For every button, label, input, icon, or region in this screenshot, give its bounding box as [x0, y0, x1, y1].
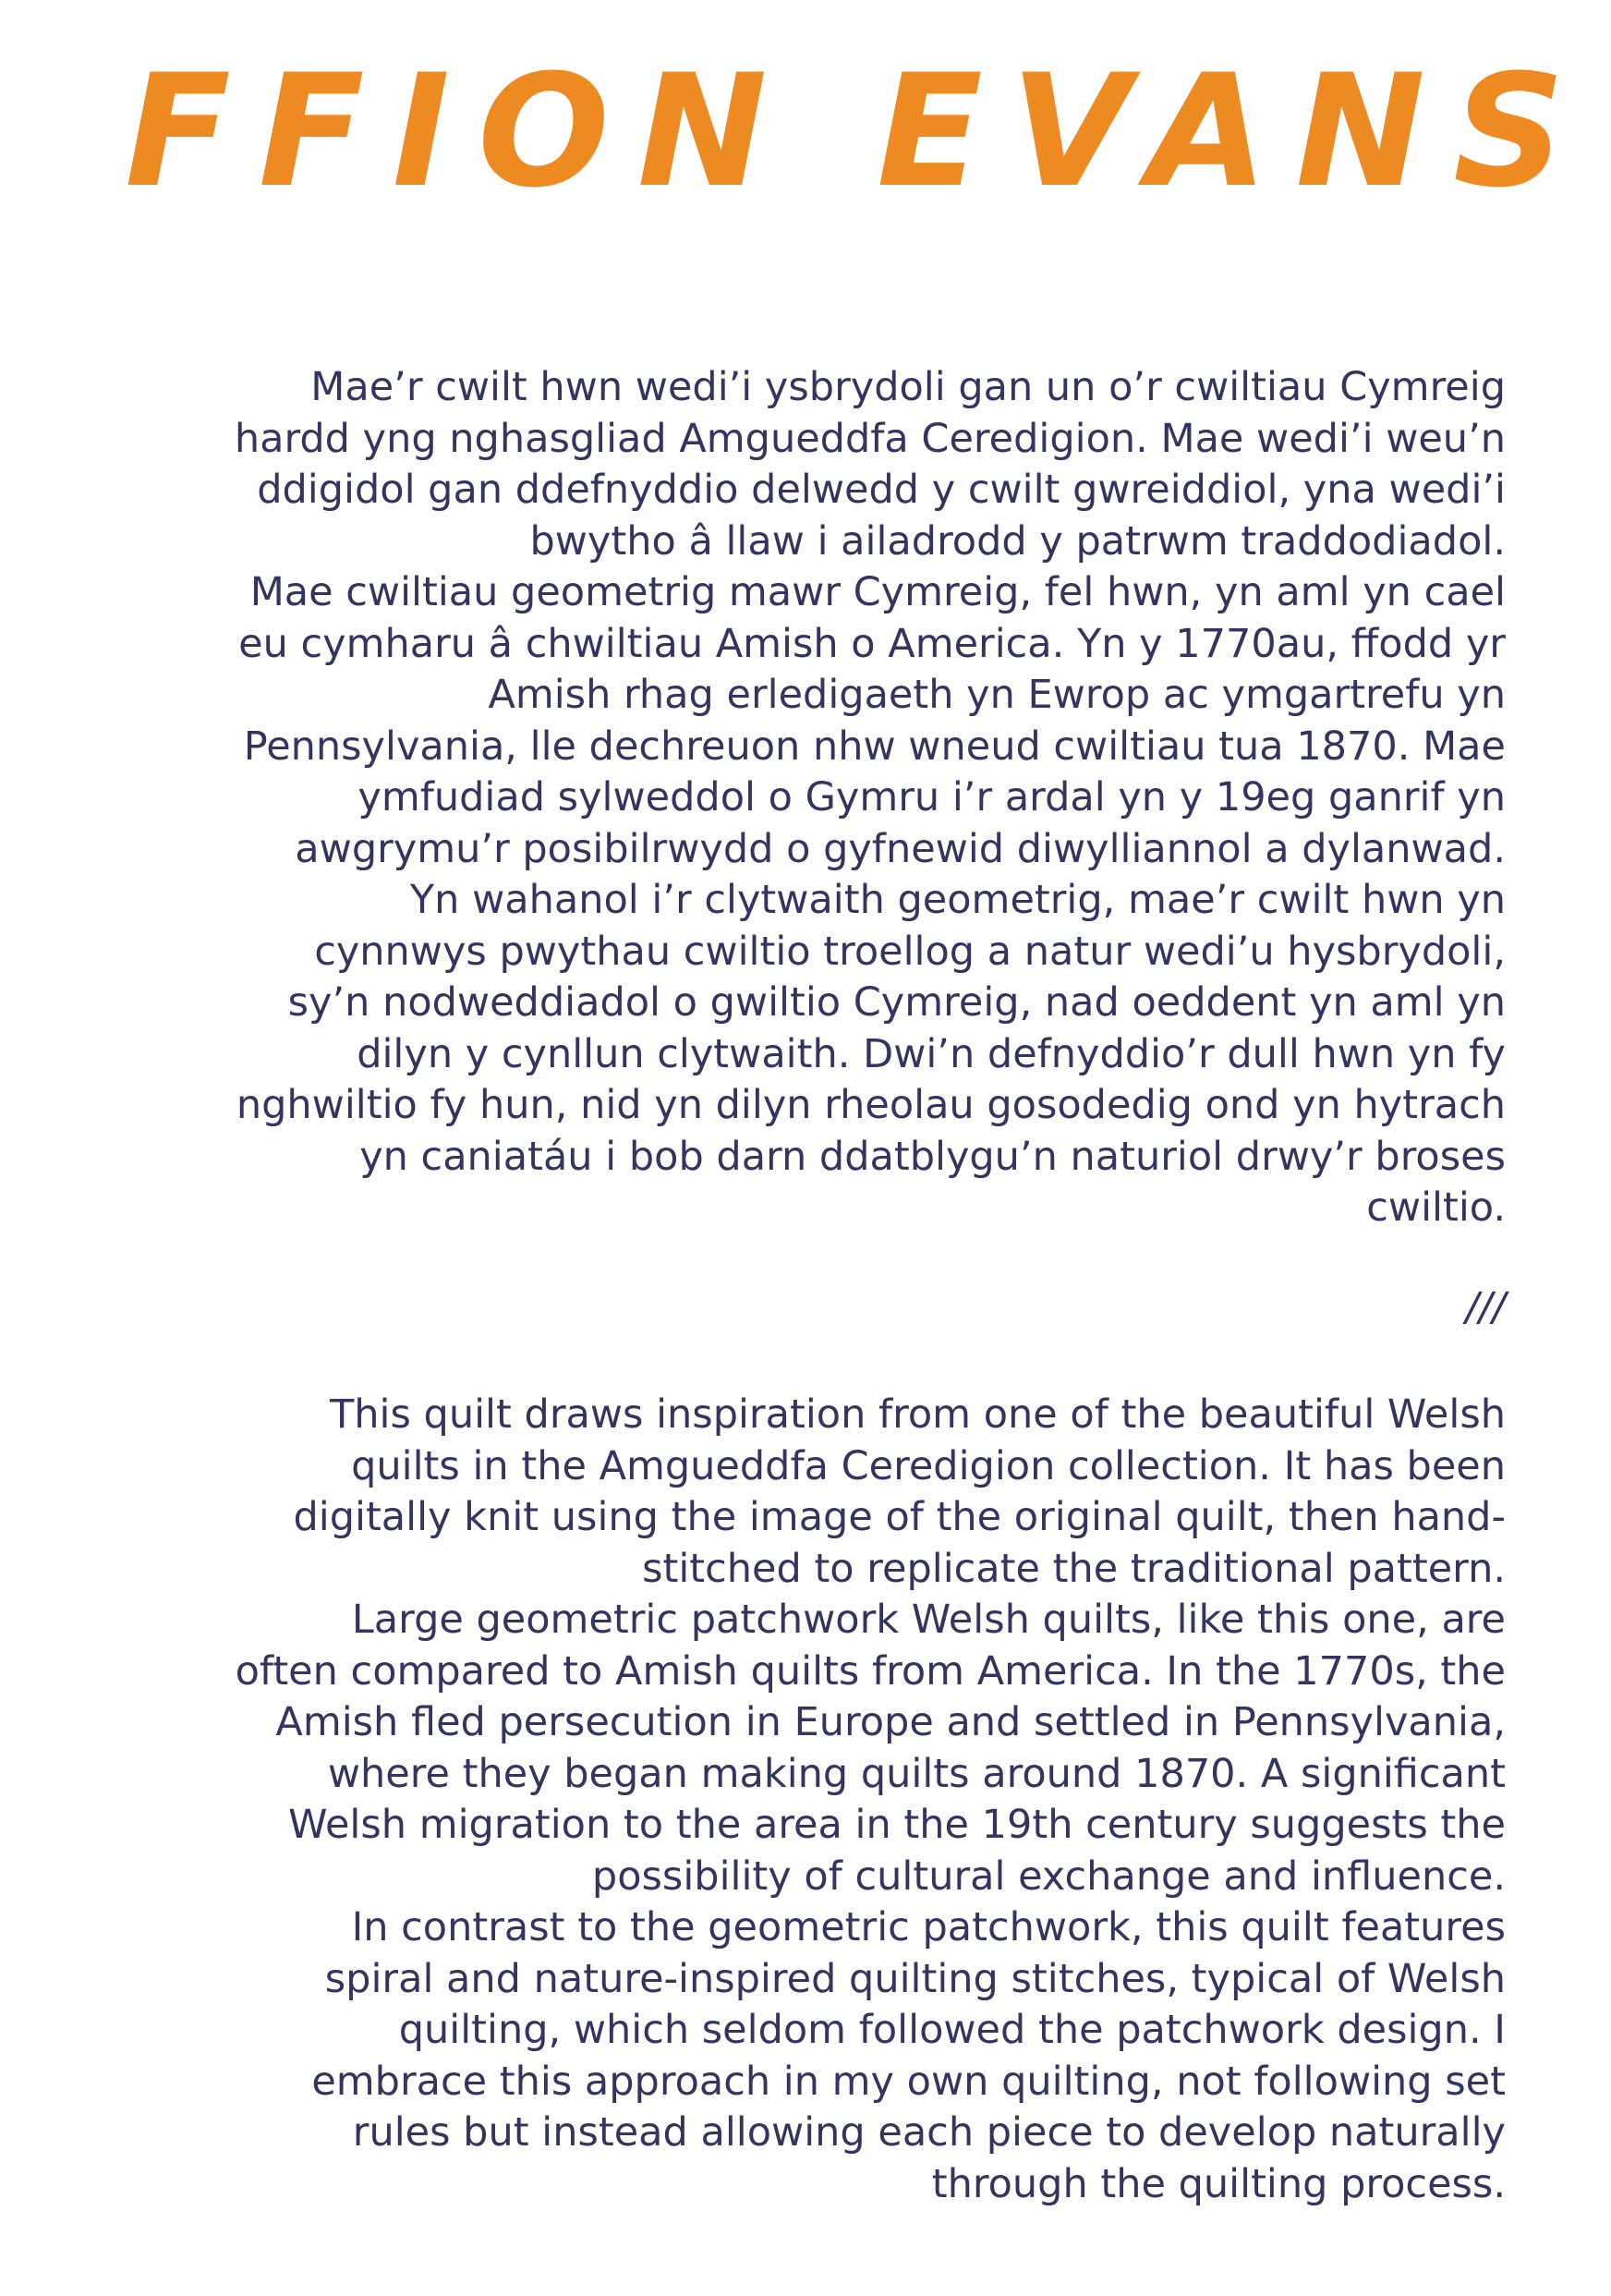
english-text-block [37, 1390, 1506, 2210]
text-line: embrace this approach in my own quilting, not following set [311, 2058, 1506, 2105]
text-line: In contrast to the geometric patchwork, this quilt features [351, 1904, 1506, 1950]
text-line: hardd yng nghasgliad Amgueddfa Ceredigion. Mae wedi’i weu’n [234, 415, 1506, 462]
text-line: Yn wahanol i’r clytwaith geometrig, mae’r cwilt hwn yn [409, 877, 1506, 923]
text-line: ddigidol gan ddefnyddio delwedd y cwilt gwreiddiol, yna wedi’i [257, 467, 1506, 513]
section-divider: /// [1465, 1284, 1506, 1330]
page-title: FFION EVANS [125, 41, 1593, 222]
text-line: Mae cwiltiau geometrig mawr Cymreig, fel hwn, yn aml yn cael [249, 569, 1506, 615]
text-line: Pennsylvania, lle dechreuon nhw wneud cwiltiau tua 1870. Mae [243, 723, 1506, 770]
text-line: through the quilting process. [931, 2160, 1506, 2207]
text-line: ymfudiad sylweddol o Gymru i’r ardal yn y 19eg ganrif yn [357, 774, 1506, 820]
text-line: possibility of cultural exchange and influence. [591, 1853, 1506, 1900]
text-line: Amish fled persecution in Europe and settled in Pennsylvania, [275, 1699, 1506, 1745]
english-paragraph [37, 1595, 1506, 1902]
english-paragraph [37, 1902, 1506, 2210]
english-paragraph [37, 1390, 1506, 1595]
text-line: stitched to replicate the traditional pattern. [642, 1545, 1506, 1592]
text-line: Large geometric patchwork Welsh quilts, like this one, are [351, 1597, 1506, 1643]
welsh-paragraph [37, 567, 1506, 875]
text-line: quilts in the Amgueddfa Ceredigion collection. It has been [351, 1442, 1506, 1489]
text-line: Mae’r cwilt hwn wedi’i ysbrydoli gan un o’r cwiltiau Cymreig [310, 364, 1506, 410]
text-line: nghwiltio fy hun, nid yn dilyn rheolau gosodedig ond yn hytrach [236, 1082, 1506, 1128]
welsh-paragraph [37, 875, 1506, 1234]
welsh-paragraph [37, 362, 1506, 567]
text-line: eu cymharu â chwiltiau Amish o America. Yn y 1770au, ffodd yr [238, 620, 1506, 667]
text-line: where they began making quilts around 1870. A significant [327, 1750, 1506, 1797]
text-line: awgrymu’r posibilrwydd o gyfnewid diwylliannol a dylanwad. [295, 825, 1506, 872]
text-line: rules but instead allowing each piece to develop naturally [352, 2109, 1506, 2156]
text-line: yn caniatáu i bob darn ddatblygu’n naturiol drwy’r broses [359, 1133, 1506, 1180]
text-line: often compared to Amish quilts from America. In the 1770s, the [235, 1647, 1506, 1695]
welsh-text-block [37, 362, 1506, 1234]
text-line: This quilt draws inspiration from one of the beautiful Welsh [330, 1391, 1506, 1438]
text-line: Amish rhag erledigaeth yn Ewrop ac ymgartrefu yn [488, 672, 1506, 718]
text-line: digitally knit using the image of the original quilt, then hand- [293, 1494, 1506, 1540]
text-line: spiral and nature-inspired quilting stitches, typical of Welsh [324, 1955, 1506, 2002]
text-line: sy’n nodweddiadol o gwiltio Cymreig, nad oeddent yn aml yn [287, 979, 1506, 1026]
text-line: quilting, which seldom followed the patchwork design. I [398, 2007, 1506, 2053]
text-line: bwytho â llaw i ailadrodd y patrwm traddodiadol. [529, 517, 1506, 565]
text-line: Welsh migration to the area in the 19th century suggests the [287, 1802, 1506, 1848]
text-line: dilyn y cynllun clytwaith. Dwi’n defnyddio’r dull hwn yn fy [357, 1030, 1506, 1077]
text-line: cwiltio. [1366, 1184, 1506, 1231]
text-line: cynnwys pwythau cwiltio troellog a natur wedi’u hysbrydoli, [314, 928, 1506, 975]
